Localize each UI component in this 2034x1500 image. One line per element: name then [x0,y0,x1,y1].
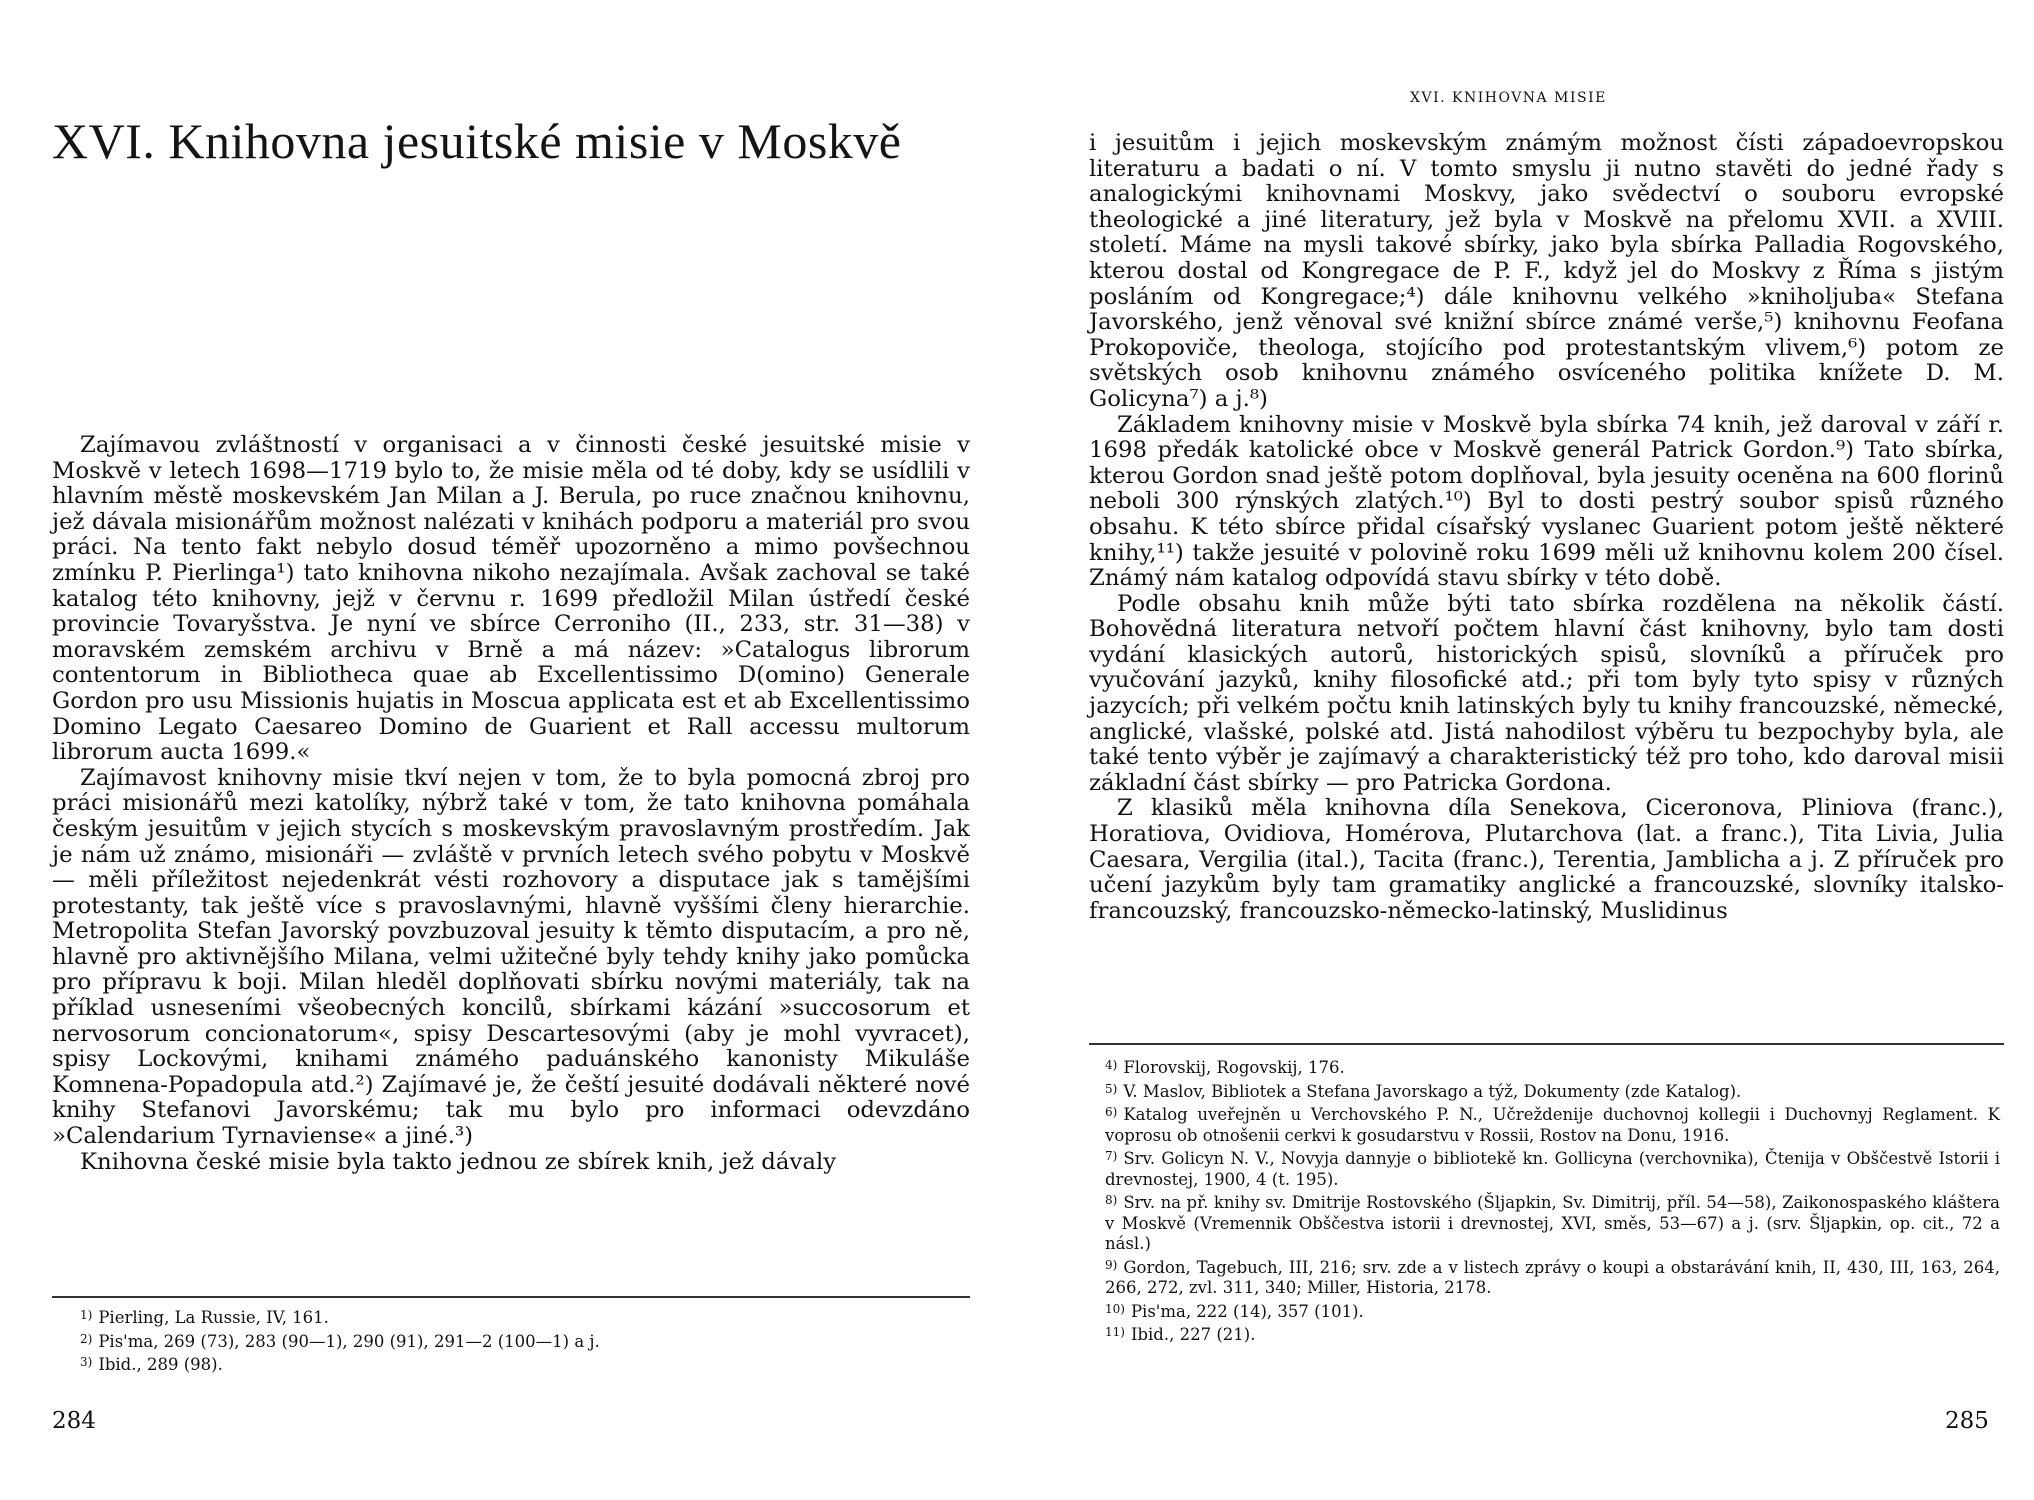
footnote-number: 5) [1105,1081,1118,1096]
footnote-number: 9) [1105,1257,1118,1272]
right-body-text [1089,131,2004,924]
footnote-number: 11) [1105,1325,1125,1339]
footnote-text: Pis'ma, 269 (73), 283 (90—1), 290 (91), 291—2 (100—1) a j. [98,1331,600,1351]
footnote [1105,1055,2000,1079]
left-body-text [52,433,970,1175]
footnote-text: Srv. Golicyn N. V., Novyja dannyje o bibliotekě kn. Gollicyna (verchovnika), Čtenija v Obščestvě Istorii i drevnostej, 1900, 4 (t. 195). [1105,1149,2000,1189]
left-footnotes [80,1305,940,1376]
paragraph: Základem knihovny misie v Moskvě byla sbírka 74 knih, jež daroval v září r. 1698 předák katolické obce v Moskvě generál Patrick Gordon.⁹) Tato sbírka, kterou Gordon snad ještě potom doplňoval, byla jesuity oceněna na 600 florinů neboli 300 rýnských zlatých.¹⁰) Byl to dosti pestrý soubor spisů různého obsahu. K této sbírce přidal císařský vyslanec Guarient potom ještě některé knihy,¹¹) takže jesuité v polovině roku 1699 měli už knihovnu kolem 200 čísel. Známý nám katalog odpovídá stavu sbírky v této době. [1089,411,2004,592]
right-page [1017,0,2034,1500]
chapter-title: XVI. Knihovna jesuitské misie v Moskvě [52,113,902,169]
footnote-text: Srv. na př. knihy sv. Dmitrije Rostovského (Šljapkin, Sv. Dimitrij, příl. 54—58), Zaikonospaského kláštera v Moskvě (Vremennik Obščestva istorii i drevnostej, XVI, směs, 53—67) a j. (srv. Šljapkin, op. cit., 72 a násl.) [1105,1193,2000,1253]
footnote [80,1329,940,1353]
footnote-text: Gordon, Tagebuch, III, 216; srv. zde a v listech zprávy o koupi a obstarávání knih, II, 430, III, 163, 264, 266, 272, zvl. 311, 340; Miller, Historia, 2178. [1105,1257,2000,1297]
footnote-number: 8) [1105,1193,1118,1207]
paragraph: Z klasiků měla knihovna díla Senekova, Ciceronova, Pliniova (franc.), Horatiova, Ovidiova, Homérova, Plutarchova (lat. a franc.), Tita Livia, Julia Caesara, Vergilia (ital.), Tacita (franc.), Terentia, Jamblicha a j. Z příruček pro učení jazykům byly tam gramatiky anglické a francouzské, slovníky italsko-francouzský, francouzsko-německo-latinský, Muslidinus [1089,795,2004,924]
page-number: 284 [52,1408,96,1434]
paragraph: Zajímavost knihovny misie tkví nejen v tom, že to byla pomocná zbroj pro práci misionářů mezi katolíky, nýbrž také v tom, že tato knihovna pomáhala českým jesuitům v jejich stycích s moskevským pravoslavným prostředím. Jak je nám už známo, misionáři — zvláště v prvních letech svého pobytu v Moskvě — měli příležitost nejedenkrát vésti rozhovory a disputace jak s tamějšími protestanty, tak ještě více s pravoslavnými, hlavně vyššími členy hierarchie. Metropolita Stefan Javorský povzbuzoval jesuity k těmto disputacím, a pro ně, hlavně pro aktivnějšího Milana, velmi užitečné byly tehdy knihy jako pomůcka pro přípravu k boji. Milan hleděl doplňovati sbírku novými materiály, tak na příklad usneseními všeobecných koncilů, sbírkami kázání »succosorum et nervosorum concionatorum«, spisy Descartesovými (aby je mohl vyvracet), spisy Lockovými, knihami známého paduánského kanonisty Mikuláše Komnena-Popadopula atd.²) Zajímavé je, že čeští jesuité dodávali některé nové knihy Stefanovi Javorskému; tak mu bylo pro informaci odevzdáno »Calendarium Tyrnaviense« a jiné.³) [52,764,970,1150]
paragraph: Zajímavou zvláštností v organisaci a v činnosti české jesuitské misie v Moskvě v letech 1698—1719 bylo to, že misie měla od té doby, kdy se usídlili v hlavním městě moskevském Jan Milan a J. Berula, po ruce značnou knihovnu, jež dávala misionářům možnost nalézati v knihách podporu a materiál pro svou práci. Na tento fakt nebylo dosud téměř upozorněno a mimo povšechnou zmínku P. Pierlinga¹) tato knihovna nikoho nezajímala. Avšak zachoval se také katalog této knihovny, jejž v červnu r. 1699 předložil Milan ústředí české provincie Tovaryšstva. Je nyní ve sbírce Cerroniho (II., 233, str. 31—38) v moravském zemském archivu v Brně a má název: »Catalogus librorum contentorum in Bibliotheca quae ab Excellentissimo D(omino) Generale Gordon pro usu Missionis hujatis in Moscua applicata est et ab Excellentissimo Domino Legato Caesareo Domino de Guarient et Rall accessu multorum librorum aucta 1699.« [52,432,970,766]
footnote-text: Pierling, La Russie, IV, 161. [98,1308,329,1327]
footnote-number: 2) [80,1331,93,1346]
footnote [1105,1255,2000,1299]
footnote-number: 1) [80,1308,93,1322]
footnote-text: Ibid., 289 (98). [98,1355,223,1374]
footnote-number: 6) [1105,1105,1118,1119]
footnote-text: Florovskij, Rogovskij, 176. [1123,1058,1345,1077]
paragraph: i jesuitům i jejich moskevským známým možnost čísti západoevropskou literaturu a badati o ní. V tomto smyslu ji nutno stavěti do jedné řady s analogickými knihovnami Moskvy, jako svědectví o souboru evropské theologické a jiné literatury, jež byla v Moskvě na přelomu XVII. a XVIII. století. Máme na mysli takové sbírky, jako byla sbírka Palladia Rogovského, kterou dostal od Kongregace de P. F., když jel do Moskvy z Říma s jistým posláním od Kongregace;⁴) dále knihovnu velkého »kniholjuba« Stefana Javorského, jenž věnoval své knižní sbírce známé verše,⁵) knihovnu Feofana Prokopoviče, theologa, stojícího pod protestantským vlivem,⁶) potom ze světských osob knihovnu známého osvíceného politika knížete D. M. Golicyna⁷) a j.⁸) [1089,130,2004,412]
paragraph: Knihovna české misie byla takto jednou ze sbírek knih, jež dávaly [80,1148,837,1175]
footnote [80,1305,940,1329]
footnote-divider [52,1296,970,1298]
footnote-text: Ibid., 227 (21). [1130,1325,1256,1344]
footnote-number: 7) [1105,1149,1118,1163]
footnote [1105,1102,2000,1146]
footnote-text: Pis'ma, 222 (14), 357 (101). [1130,1301,1364,1321]
footnote [1105,1322,2000,1346]
paragraph: Podle obsahu knih může býti tato sbírka rozdělena na několik částí. Bohovědná literatura netvoří počtem hlavní část knihovny, bylo tam dosti vydání klasických autorů, historických spisů, slovníků a příruček pro vyučování jazyků, knihy filosofické atd.; při tom byly tyto spisy v různých jazycích; při velkém počtu knih latinských byly tu knihy francouzské, německé, anglické, vlašské, polské atd. Jistá nahodilost výběru tu bezpochyby byla, ale také tento výběr je zajímavý a charakteristický též pro toho, kdo daroval misii základní část sbírky — pro Patricka Gordona. [1089,590,2004,796]
right-footnotes [1105,1055,2000,1346]
footnote-number: 4) [1105,1058,1118,1072]
footnote [1105,1146,2000,1190]
footnote [1105,1079,2000,1103]
running-head: XVI. KNIHOVNA MISIE [1410,90,1607,106]
footnote-text: Katalog uveřejněn u Verchovského P. N., Učreždenije duchovnoj kollegii i Duchovnyj Reglament. K voprosu ob otnošenii cerkvi k gosudarstvu v Rossii, Rostov na Donu, 1916. [1105,1105,2000,1145]
footnote [80,1352,940,1376]
page-number: 285 [1945,1408,1989,1434]
footnote-number: 3) [80,1355,93,1369]
footnote-divider [1089,1043,2004,1045]
footnote-number: 10) [1105,1301,1125,1316]
footnote [1105,1299,2000,1323]
footnote [1105,1190,2000,1255]
footnote-text: V. Maslov, Bibliotek a Stefana Javorskago a týž, Dokumenty (zde Katalog). [1123,1081,1742,1101]
